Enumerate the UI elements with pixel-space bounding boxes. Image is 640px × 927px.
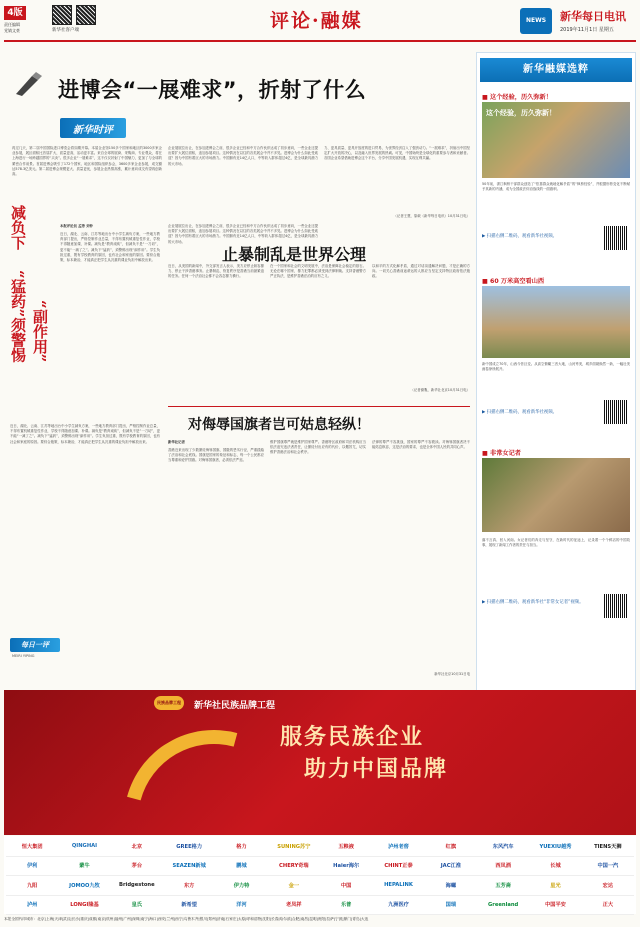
column-badge: 新华时评	[60, 118, 126, 138]
photo1-caption: 这个经验，历久弥新！	[486, 109, 556, 117]
hk-col1: 近日，从美国的新闻中，外交部发言人表示，美方应停止纵容暴力、停止干涉香港事务。止暴制乱、恢复秩序是香港当前最紧迫的任务。任何一个法治社会都不会容忍暴力横行。	[168, 264, 264, 279]
page-number: 4版	[4, 6, 26, 20]
sidebar-photo-1[interactable]	[482, 102, 630, 178]
section-title: 评论·融媒	[270, 10, 363, 32]
editor-label: 责任编辑	[4, 22, 20, 27]
commentary-col1: 再过几天，第二届中国国际进口博览会将如期开幕。本届企业馆150多个国家和地区的3000多家企业参展，展区面积比首届扩大，质量更高，活动更丰富。来自全球的展商、采购商、专业观众，将在上海进行一场跨越国界的“买卖”。很多企业“一展难求”，这不仅仅折射了中国魅力，更加了与全球的紧密合作前景。首届进博会吸引了172个国家、地区和国际组织参会，3600多家企业参展，成交额达578.3亿美元。第二届进博会规模更大、质量更优，参展企业热情高涨，累计意向成交有望再创新高。	[12, 146, 162, 177]
qr-code-icon[interactable]	[604, 226, 628, 250]
editor-names: 党婧文豪	[4, 28, 20, 33]
sidebar-sec2-scan: ▶ 扫描右侧二维码，观看新华社视频。	[482, 410, 558, 415]
sponsor-logo[interactable]: JAC江淮	[425, 857, 477, 877]
opinion-title-b: “猛药”须警惕	[9, 270, 27, 363]
editor-credit	[4, 22, 20, 34]
opinion-left-body-2: 近日，湖北、云南、江苏等地出台中小学生减负方案，一些地方教育部门提出，严格控制作业总量，不得布置机械重复性作业，学校不得随意加课、补课。减负是“教育顽疾”，但减负不是“一刀切”，更不能“一减了之”。减负下“猛药”，须警惕出现“副作用”。学生负担过重，既有学校教育的原因，也有社会和家庭的原因。要综合施策，标本兼治，才能真正把学生从沉重的课业负担中解放出来。	[10, 424, 160, 444]
sponsor-logo[interactable]: SUNING苏宁	[268, 837, 320, 857]
hk-byline: （记者谢胤，新华社北京10月31日电）	[410, 388, 470, 392]
flag-headline: 对侮辱国旗者岂可姑息轻纵！	[188, 417, 370, 433]
ad-slogan-1: 服务民族企业	[280, 724, 425, 750]
ad-slogan-2: 助力中国品牌	[304, 756, 449, 782]
pen-icon	[12, 72, 50, 98]
sponsor-logo[interactable]: 北京	[111, 837, 163, 857]
sponsor-logo[interactable]: 皇氏	[111, 896, 163, 916]
sponsor-logo[interactable]: 九阳	[6, 876, 58, 896]
sec1-scan-text: 扫描右侧二维码，观看新华社视频。	[486, 234, 558, 239]
sponsor-logo[interactable]: 乐普	[320, 896, 372, 916]
daily-badge	[10, 638, 60, 652]
sponsor-logo[interactable]: 蒙牛	[58, 857, 110, 877]
sponsor-logo[interactable]: 洋河	[215, 896, 267, 916]
sidebar-photo-2[interactable]	[482, 286, 630, 358]
sponsor-logo[interactable]: Haier海尔	[320, 857, 372, 877]
sponsor-logo[interactable]: 中国平安	[529, 896, 581, 916]
sidebar-sec1-scan: ▶ 扫描右侧二维码，观看新华社视频。	[482, 234, 558, 239]
sponsor-logo[interactable]: LONGI隆基	[58, 896, 110, 916]
sponsor-logo[interactable]: HEPALINK	[372, 876, 424, 896]
sponsor-logo[interactable]: 茅台	[111, 857, 163, 877]
sponsor-logo[interactable]: CHERY奇瑞	[268, 857, 320, 877]
paper-date	[560, 26, 614, 33]
sec2-title-text: 60 万米高空看山西	[490, 278, 545, 285]
flag-col1: 香港近来出现了少数暴徒侮辱国旗、国徽的恶劣行径，严重践踏了法治和社会底线。国旗是国家的象征和标志，每一个公民都应当尊重和爱护国旗。对侮辱国旗者，必须依法严惩。	[168, 448, 264, 463]
sponsor-logo[interactable]: 西凤酒	[477, 857, 529, 877]
sponsor-logo[interactable]: 东方	[163, 876, 215, 896]
sponsor-logo[interactable]: 老凤祥	[268, 896, 320, 916]
flag-col2: 维护国旗尊严就是维护国家尊严。香港特区政府和司法机构应当依法追究违法者责任，让暴徒付出应有的代价，以儆效尤，切实维护香港法治和社会秩序。	[270, 440, 366, 455]
divider	[168, 406, 470, 407]
sponsor-logo[interactable]: CHINT正泰	[372, 857, 424, 877]
sponsor-logo-grid	[4, 836, 636, 914]
sponsor-logo[interactable]: 泸州	[6, 896, 58, 916]
sidebar-photo-3[interactable]	[482, 458, 630, 532]
sponsor-logo[interactable]: 长城	[529, 857, 581, 877]
sidebar-title: 新华融媒选粹	[480, 58, 632, 82]
print-cities-footer: 本报全国代印城市：北京|上海|天津|武汉|长沙|重庆|成都|南京|杭州|福州|广州|深圳|南宁|海口|西安|兰州|西宁|乌鲁木齐|银川|郑州|济南|石家庄|太原|呼和浩特|沈阳|长春|哈尔滨|合肥|南昌|昆明|贵阳|拉萨|宁波|厦门|青岛|大连	[4, 917, 369, 921]
brand-badge: 民族品牌工程	[154, 696, 184, 710]
sponsor-logo[interactable]: 五粮液	[320, 837, 372, 857]
sponsor-logo[interactable]: 新希望	[163, 896, 215, 916]
paper-name: 新华每日电讯	[560, 10, 626, 23]
sidebar-sec1-text: 50年前，浙江枫桥干部群众创造了“依靠群众就地化解矛盾”的“枫桥经验”，并根据形势变化不断赋予其新的内涵，成为全国政法综治战线的一面旗帜。	[482, 182, 630, 192]
sponsor-logo[interactable]: QINGHAI	[58, 837, 110, 857]
sponsor-logo[interactable]: SEAZEN新城	[163, 857, 215, 877]
sponsor-logo[interactable]: 格力	[215, 837, 267, 857]
weekday-text: 星期五	[598, 27, 614, 33]
sec1-title-text: 这个经验，历久弥新！	[490, 94, 552, 101]
app-caption: 新华社客户端	[52, 28, 79, 33]
sponsor-logo[interactable]: 东风汽车	[477, 837, 529, 857]
xinhua-logo: NEWS	[520, 8, 552, 34]
sidebar-sec2-text: 新中国成立70年，山西今昔巨变。从高空俯瞰三晋大地，山河秀美，城乡面貌焕然一新，一幅壮美画卷徐徐展开。	[482, 362, 630, 372]
sec3-title-text: 非常女记者	[490, 450, 521, 457]
qr-code-icon[interactable]	[76, 5, 96, 25]
sec2-scan-text: 扫描右侧二维码，观看新华社视频。	[486, 410, 558, 415]
sec3-scan-text: 扫描右侧二维码，观看新华社“非常女记者”视频。	[486, 600, 584, 605]
sponsor-logo[interactable]: 中国	[320, 876, 372, 896]
header-rule	[4, 40, 636, 42]
sponsor-logo[interactable]: 泸州老窖	[372, 837, 424, 857]
sponsor-logo[interactable]: 中国一汽	[582, 857, 634, 877]
flag-col3: 法律的尊严不容挑战，国家的尊严不容亵渎。对侮辱国旗者决不能姑息纵容，这是法治的要求，也是全体中国人民的共同心声。	[372, 440, 470, 450]
opinion-left-body-1: 近日，湖北、云南、江苏等地出台中小学生减负方案，一些地方教育部门提出，严格控制作业总量，不得布置机械重复性作业，学校不得随意加课、补课。减负是“教育顽疾”，但减负不是“一刀切”，更不能“一减了之”。减负下“猛药”，须警惕出现“副作用”。学生负担过重，既有学校教育的原因，也有社会和家庭的原因。要综合施策，标本兼治，才能真正把学生从沉重的课业负担中解放出来。	[60, 232, 160, 263]
commentary-col3: 力、更具质量、更具开放度的进口贸易，为世界经济注入了强劲动力。“一展难求”，折射出中国坚定扩大开放的决心，以及融入世界发展的热诚。可见，中国始终是全球化的重要参与者和贡献者。各国企业希望借助进博会这个平台，分享中国发展机遇，实现互利共赢。	[324, 146, 470, 161]
swoosh-graphic	[91, 697, 337, 835]
sponsor-logo[interactable]: 五芳斋	[477, 876, 529, 896]
flag-byline: 新华社北京10月31日电	[434, 672, 470, 676]
opinion-title-a: 减负下	[9, 205, 27, 250]
sponsor-logo[interactable]: 鹏城	[215, 857, 267, 877]
sponsor-logo[interactable]: Greenland	[477, 896, 529, 916]
sponsor-logo[interactable]: 恒大集团	[6, 837, 58, 857]
ad-banner-title: 新华社民族品牌工程	[194, 701, 276, 711]
sponsor-logo[interactable]: 红旗	[425, 837, 477, 857]
hk-col3: 以和平的方式化解矛盾，通过对话沟通解决问题，才是正确的方向。一切关心香港前途命运的人都应当坚定支持特区政府依法施政。	[372, 264, 470, 279]
qr-code-icon[interactable]	[604, 594, 628, 618]
hk-headline: 止暴制乱是世界公理	[222, 245, 367, 264]
sidebar-sec3-text: 落不言真、回入河南。女记者们的奔走与坚守，在新时代的征途上，记录着一个个鲜活的中国故事，展现了新闻工作者的责任与担当。	[482, 538, 630, 548]
sponsor-logo[interactable]: GREE格力	[163, 837, 215, 857]
opinion-intro: 本报评论员 孟涛 刘仲	[60, 224, 93, 228]
qr-code-icon[interactable]	[52, 5, 72, 25]
commentary-headline: 进博会“一展难求”，折射了什么	[58, 78, 367, 102]
sponsor-logo[interactable]: YUEXIU越秀	[529, 837, 581, 857]
sponsor-logo[interactable]: 国瑞	[425, 896, 477, 916]
sponsor-logo[interactable]: TIENS天狮	[582, 837, 634, 857]
hk-col2: 在一个国家和社会的文明发展中，法治是保障社会稳定的基石。无论在哪个国家，暴力犯罪都必须受到法律制裁。支持香港警方严正执法，是维护香港法治的应有之义。	[270, 264, 366, 279]
sponsor-logo[interactable]: 金一	[268, 876, 320, 896]
sidebar-sec2-title: ■ 60 万米高空看山西	[482, 278, 545, 285]
opinion-title-c: “副作用”	[31, 300, 49, 363]
sponsor-logo[interactable]: 伊力特	[215, 876, 267, 896]
ad-banner[interactable]	[4, 690, 636, 835]
sponsor-logo[interactable]: 九洲医疗	[372, 896, 424, 916]
sidebar-sec3-scan: ▶ 扫描右侧二维码，观看新华社“非常女记者”视频。	[482, 600, 584, 605]
daily-badge-text: 每日一评	[21, 641, 49, 649]
qr-code-icon[interactable]	[604, 400, 628, 424]
sponsor-logo[interactable]: 伊利	[6, 857, 58, 877]
commentary-col2: 企业展展位出让，在参加进博会之前，很多企业已经和中方合作伙伴达成了初步意向，一些企业还提出要扩大展位面积，追加参展项目。这种情况在以往的各类展会中并不多见。进博会为什么如此受欢迎？因为中国有着巨大的市场潜力。中国拥有近14亿人口，中等收入群体超过4亿，是全球最具潜力的大市场。	[168, 146, 318, 166]
sponsor-logo[interactable]: JOMOO九牧	[58, 876, 110, 896]
flag-author: 新华社记者	[168, 440, 185, 444]
commentary-byline: （记者王慧，原载《新华每日电讯》10月31日电）	[393, 214, 470, 218]
daily-badge-sub: MEIRI YIPING	[12, 654, 35, 658]
commentary-continued: 企业展展位出让，在参加进博会之前，很多企业已经和中方合作伙伴达成了初步意向，一些企业还提出要扩大展位面积，追加参展项目。这种情况在以往的各类展会中并不多见。进博会为什么如此受欢迎？因为中国有着巨大的市场潜力。中国拥有近14亿人口，中等收入群体超过4亿，是全球最具潜力的大市场。	[168, 224, 318, 244]
sidebar-sec3-title: ■ 非常女记者	[482, 450, 521, 457]
sponsor-logo[interactable]: 宏达	[582, 876, 634, 896]
sidebar-sec1-title: ■ 这个经验，历久弥新！	[482, 94, 552, 101]
sponsor-logo[interactable]: 星光	[529, 876, 581, 896]
date-text: 2019年11月1日	[560, 27, 598, 33]
sponsor-logo[interactable]: 海螺	[425, 876, 477, 896]
sponsor-logo[interactable]: 正大	[582, 896, 634, 916]
sponsor-logo[interactable]: Bridgestone	[111, 876, 163, 896]
